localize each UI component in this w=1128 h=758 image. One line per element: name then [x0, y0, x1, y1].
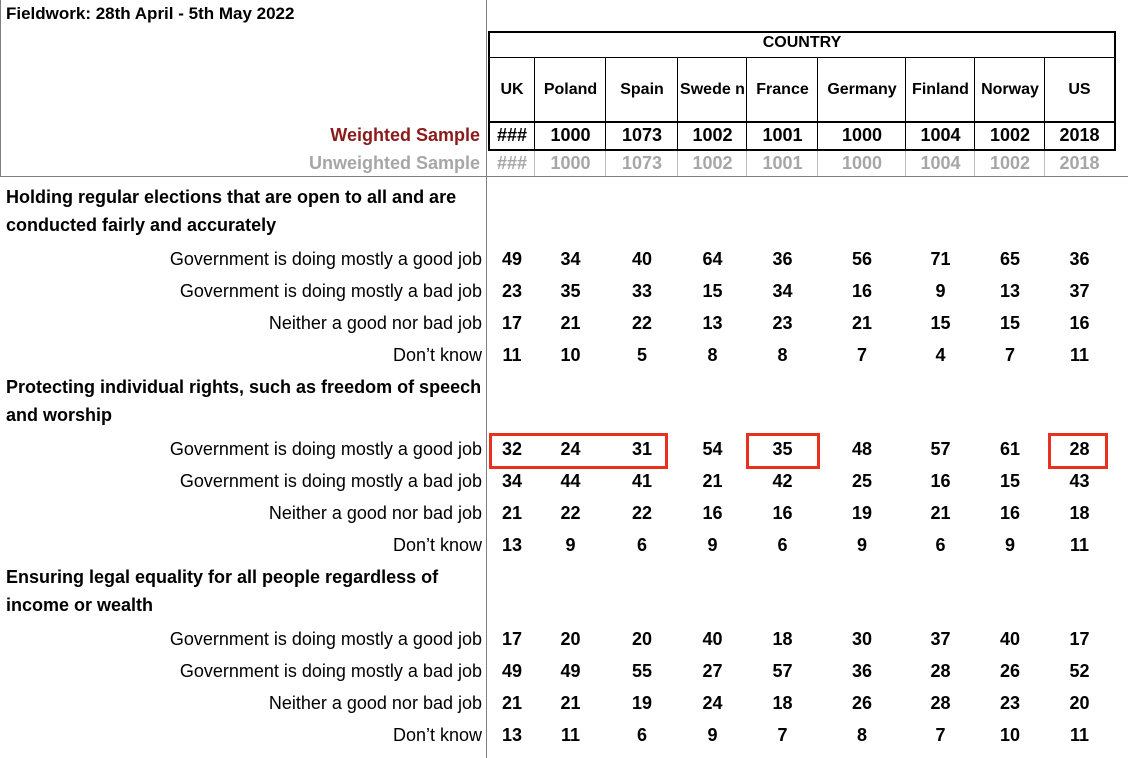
- table-cell: 19: [851, 503, 873, 523]
- table-cell: 6: [935, 535, 946, 555]
- table-cell: 35: [560, 281, 581, 301]
- table-cell: 9: [856, 535, 867, 555]
- row-label: Don’t know: [392, 535, 482, 555]
- table-cell: 11: [1069, 725, 1090, 745]
- highlight-box-uk-poland-spain: [489, 433, 668, 469]
- weighted-sample-cell: 1000: [550, 125, 591, 145]
- table-cell: 8: [707, 345, 718, 365]
- table-cell: 34: [501, 471, 523, 491]
- column-header-poland: Poland: [543, 81, 598, 98]
- table-cell: 61: [999, 439, 1021, 459]
- table-cell: 71: [930, 249, 951, 269]
- table-cell: 28: [930, 693, 951, 713]
- table-cell: 19: [631, 693, 653, 713]
- table-cell: 48: [851, 439, 873, 459]
- table-cell: 8: [777, 345, 788, 365]
- table-cell: 16: [702, 503, 723, 523]
- table-cell: 7: [856, 345, 867, 365]
- table-cell: 36: [1069, 249, 1090, 269]
- table-cell: 22: [631, 313, 653, 333]
- table-cell: 20: [631, 629, 653, 649]
- unweighted-sample-cell: 1000: [841, 153, 883, 173]
- table-cell: 17: [501, 629, 523, 649]
- table-cell: 6: [777, 535, 788, 555]
- section-title: Protecting individual rights, such as freedom of speech and worship: [6, 377, 482, 425]
- table-cell: 56: [851, 249, 873, 269]
- row-label: Government is doing mostly a bad job: [179, 281, 482, 301]
- table-cell: 40: [702, 629, 723, 649]
- table-cell: 21: [501, 693, 523, 713]
- table-cell: 17: [1069, 629, 1090, 649]
- table-cell: 9: [707, 725, 718, 745]
- column-header-finland: Finland: [912, 81, 969, 98]
- table-cell: 18: [772, 629, 793, 649]
- table-cell: 21: [702, 471, 723, 491]
- section-title: Ensuring legal equality for all people regardless of income or wealth: [6, 567, 439, 615]
- column-header-spain: Spain: [620, 81, 664, 98]
- unweighted-sample-cell: 1073: [621, 153, 663, 173]
- table-cell: 7: [935, 725, 946, 745]
- column-header-swede-n: Swede n: [680, 81, 745, 98]
- table-cell: 16: [930, 471, 951, 491]
- table-cell: 7: [1004, 345, 1015, 365]
- column-header-norway: Norway: [981, 81, 1039, 98]
- table-cell: 13: [501, 725, 523, 745]
- weighted-sample-cell: 1001: [762, 125, 803, 145]
- table-cell: 34: [560, 249, 581, 269]
- row-label: Government is doing mostly a good job: [169, 249, 482, 269]
- table-cell: 20: [560, 629, 581, 649]
- weighted-sample-cell: 1000: [841, 125, 883, 145]
- row-label: Government is doing mostly a good job: [169, 629, 482, 649]
- table-cell: 16: [772, 503, 793, 523]
- table-cell: 65: [999, 249, 1021, 269]
- row-label: Don’t know: [392, 345, 482, 365]
- left-border: [0, 0, 1, 176]
- table-cell: 28: [930, 661, 951, 681]
- table-cell: 49: [560, 661, 581, 681]
- table-cell: 11: [560, 725, 581, 745]
- column-header-france: France: [756, 81, 809, 98]
- weighted-sample-cell: ###: [496, 125, 528, 145]
- table-cell: 55: [631, 661, 653, 681]
- table-cell: 32: [501, 439, 523, 459]
- table-cell: 18: [1069, 503, 1090, 523]
- table-cell: 15: [930, 313, 951, 333]
- weighted-sample-cell: 1073: [621, 125, 663, 145]
- table-cell: 27: [702, 661, 723, 681]
- table-cell: 21: [560, 313, 581, 333]
- table-cell: 37: [1069, 281, 1090, 301]
- highlight-box-us: [1048, 433, 1108, 469]
- table-cell: 15: [999, 471, 1021, 491]
- table-cell: 15: [702, 281, 723, 301]
- table-cell: 41: [631, 471, 653, 491]
- table-cell: 28: [1069, 439, 1090, 459]
- unweighted-sample-label: Unweighted Sample: [308, 153, 480, 173]
- table-cell: 17: [501, 313, 523, 333]
- section-title: Holding regular elections that are open to all and are conducted fairly and accurately: [6, 187, 457, 235]
- table-cell: 64: [702, 249, 723, 269]
- table-cell: 23: [999, 693, 1021, 713]
- table-cell: 13: [501, 535, 523, 555]
- table-cell: 57: [772, 661, 793, 681]
- table-cell: 9: [707, 535, 718, 555]
- country-top-border: [488, 31, 1115, 33]
- table-cell: 26: [999, 661, 1021, 681]
- weighted-sample-label: Weighted Sample: [330, 125, 480, 145]
- table-cell: 20: [1069, 693, 1090, 713]
- table-cell: 33: [631, 281, 653, 301]
- table-cell: 9: [935, 281, 946, 301]
- table-cell: 21: [560, 693, 581, 713]
- table-cell: 5: [636, 345, 647, 365]
- row-label: Neither a good nor bad job: [268, 693, 482, 713]
- table-cell: 36: [851, 661, 873, 681]
- table-cell: 13: [702, 313, 723, 333]
- table-cell: 10: [560, 345, 581, 365]
- table-cell: 6: [636, 725, 647, 745]
- table-cell: 26: [851, 693, 873, 713]
- unweighted-sample-cell: 1002: [692, 153, 733, 173]
- table-cell: 42: [772, 471, 793, 491]
- row-label: Neither a good nor bad job: [268, 313, 482, 333]
- weighted-sample-cell: 1002: [989, 125, 1031, 145]
- table-cell: 18: [772, 693, 793, 713]
- table-cell: 36: [772, 249, 793, 269]
- weighted-sample-cell: 1004: [920, 125, 961, 145]
- unweighted-sample-cell: 1002: [989, 153, 1031, 173]
- table-cell: 37: [930, 629, 951, 649]
- row-label: Government is doing mostly a good job: [169, 439, 482, 459]
- table-cell: 7: [777, 725, 788, 745]
- table-cell: 34: [772, 281, 793, 301]
- table-cell: 23: [501, 281, 523, 301]
- table-cell: 16: [851, 281, 873, 301]
- row-label: Government is doing mostly a bad job: [179, 661, 482, 681]
- table-cell: 11: [1069, 535, 1090, 555]
- table-cell: 9: [1004, 535, 1015, 555]
- table-cell: 6: [636, 535, 647, 555]
- column-header-us: US: [1068, 81, 1091, 98]
- unweighted-sample-cell: ###: [496, 153, 528, 173]
- table-cell: 57: [930, 439, 951, 459]
- table-cell: 52: [1069, 661, 1090, 681]
- header-bottom-border: [0, 176, 1128, 177]
- table-cell: 11: [1069, 345, 1090, 365]
- row-label: Neither a good nor bad job: [268, 503, 482, 523]
- table-cell: 54: [702, 439, 723, 459]
- table-cell: 49: [501, 249, 523, 269]
- table-cell: 30: [851, 629, 873, 649]
- fieldwork-title: Fieldwork: 28th April - 5th May 2022: [6, 4, 295, 23]
- table-cell: 25: [851, 471, 873, 491]
- table-cell: 11: [502, 345, 522, 365]
- table-cell: 21: [930, 503, 951, 523]
- table-cell: 43: [1069, 471, 1090, 491]
- label-column-divider: [486, 0, 487, 758]
- row-label: Don’t know: [392, 725, 482, 745]
- unweighted-sample-cell: 1001: [762, 153, 803, 173]
- table-cell: 10: [999, 725, 1021, 745]
- row-label: Government is doing mostly a bad job: [179, 471, 482, 491]
- table-cell: 40: [999, 629, 1021, 649]
- weighted-sample-cell: 2018: [1059, 125, 1100, 145]
- column-header-germany: Germany: [827, 81, 897, 98]
- table-cell: 44: [560, 471, 581, 491]
- country-header: COUNTRY: [762, 34, 842, 51]
- table-cell: 21: [851, 313, 873, 333]
- table-cell: 35: [772, 439, 793, 459]
- column-header-uk: UK: [500, 81, 524, 98]
- table-cell: 49: [501, 661, 523, 681]
- table-cell: 22: [631, 503, 653, 523]
- table-cell: 15: [999, 313, 1021, 333]
- table-cell: 16: [999, 503, 1021, 523]
- unweighted-sample-cell: 1000: [550, 153, 591, 173]
- table-cell: 9: [565, 535, 576, 555]
- table-cell: 24: [560, 439, 581, 459]
- table-cell: 8: [856, 725, 867, 745]
- unweighted-sample-cell: 2018: [1059, 153, 1100, 173]
- weighted-sample-cell: 1002: [692, 125, 733, 145]
- table-cell: 23: [772, 313, 793, 333]
- highlight-box-france: [746, 433, 820, 469]
- table-cell: 13: [999, 281, 1021, 301]
- table-cell: 21: [501, 503, 523, 523]
- table-cell: 4: [935, 345, 946, 365]
- table-cell: 22: [560, 503, 581, 523]
- unweighted-sample-cell: 1004: [920, 153, 961, 173]
- table-cell: 40: [631, 249, 653, 269]
- table-cell: 16: [1069, 313, 1090, 333]
- table-cell: 31: [631, 439, 653, 459]
- table-cell: 24: [702, 693, 723, 713]
